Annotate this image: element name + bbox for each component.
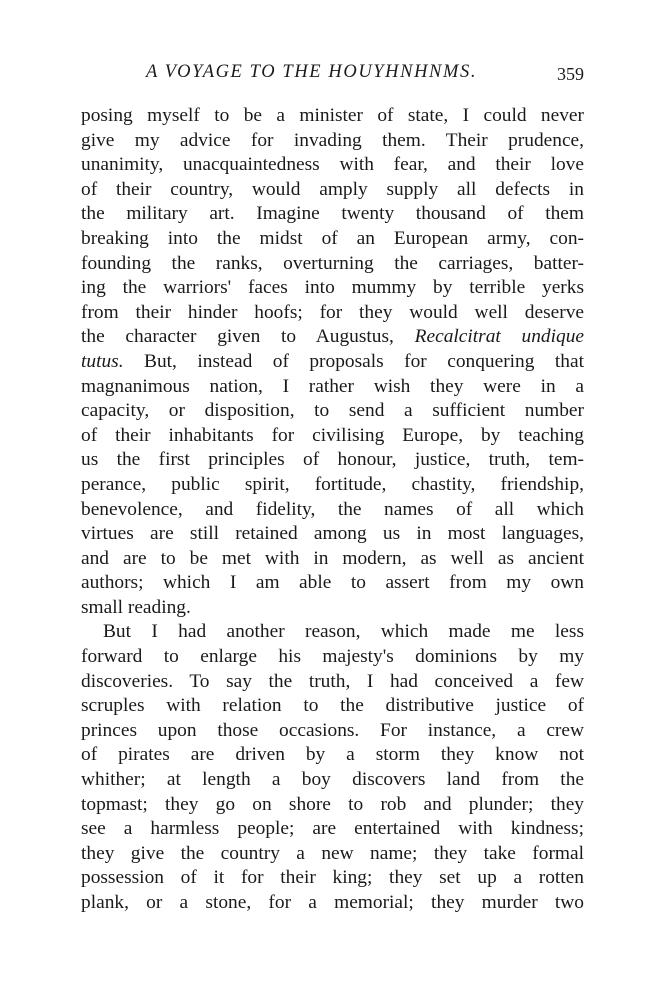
text-line: us the first principles of honour, justice, truth, tem- [81, 449, 584, 471]
text-line: from their hinder hoofs; for they would well deserve [81, 301, 584, 323]
running-title: A VOYAGE TO THE HOUYHNHNMS. [146, 62, 478, 82]
text-line [81, 325, 584, 350]
paragraph-end-line: small reading. [81, 596, 191, 618]
text-line: topmast; they go on shore to rob and plunder; they [81, 793, 584, 815]
text-line: perance, public spirit, fortitude, chastity, friendship, [81, 473, 584, 495]
text-line: see a harmless people; are entertained with kindness; [81, 818, 584, 840]
text-line: scruples with relation to the distributive justice of [81, 695, 584, 717]
text-line: discoveries. To say the truth, I had conceived a few [81, 670, 584, 692]
text-line: ing the warriors' faces into mummy by terrible yerks [81, 277, 584, 299]
text-line: of their inhabitants for civilising Europe, by teaching [81, 424, 584, 446]
text-line [81, 350, 584, 375]
text-line: breaking into the midst of an European army, con- [81, 227, 584, 249]
text-segment: the character given to Augustus, [81, 326, 394, 348]
body-text [81, 104, 584, 916]
text-line: virtues are still retained among us in most languages, [81, 523, 584, 545]
text-line: magnanimous nation, I rather wish they were in a [81, 375, 584, 397]
text-line: unanimity, unacquaintedness with fear, and their love [81, 154, 584, 176]
text-line: and are to be met with in modern, as well as ancient [81, 547, 584, 569]
text-line: whither; at length a boy discovers land from the [81, 769, 584, 791]
text-line: benevolence, and fidelity, the names of all which [81, 498, 584, 520]
text-line: authors; which I am able to assert from my own [81, 572, 584, 594]
text-line: they give the country a new name; they take formal [81, 842, 584, 864]
text-line: of their country, would amply supply all defects in [81, 178, 584, 200]
text-line: princes upon those occasions. For instance, a crew [81, 719, 584, 741]
page-number: 359 [557, 64, 584, 84]
latin-quotation-end: tutus. [81, 350, 124, 372]
text-line: possession of it for their king; they set up a rotten [81, 867, 584, 889]
text-line: founding the ranks, overturning the carriages, batter- [81, 252, 584, 274]
latin-quotation: Recalcitrat undique [414, 326, 584, 348]
paragraph-start-line: But I had another reason, which made me less [103, 621, 584, 643]
text-line: plank, or a stone, for a memorial; they murder two [81, 892, 584, 913]
running-header [0, 62, 667, 90]
text-segment: But, instead of proposals for conquering that [144, 350, 584, 372]
text-line: posing myself to be a minister of state, I could never [81, 105, 584, 126]
text-line: forward to enlarge his majesty's dominions by my [81, 646, 584, 668]
text-line: give my advice for invading them. Their prudence, [81, 129, 584, 151]
text-line: of pirates are driven by a storm they know not [81, 744, 584, 766]
text-line: the military art. Imagine twenty thousand of them [81, 203, 584, 225]
text-line: capacity, or disposition, to send a sufficient number [81, 400, 584, 422]
